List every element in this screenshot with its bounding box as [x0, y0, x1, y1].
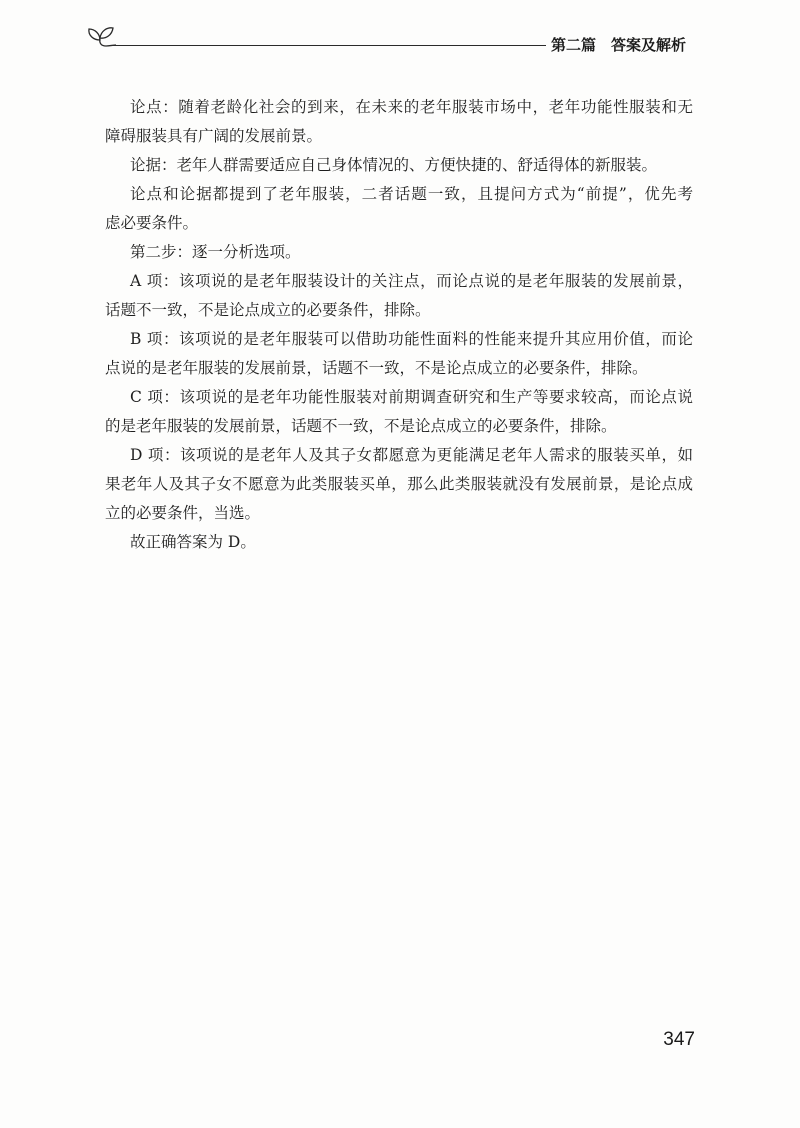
paragraph-claim — [105, 93, 693, 151]
sprout-icon — [86, 25, 116, 53]
text-line: 论点：随着老龄化社会的到来，在未来的老年服装市场中，老年功能性服装和无 — [130, 98, 693, 116]
text-line: A 项：该项说的是老年服装设计的关注点，而论点说的是老年服装的发展前景， — [130, 272, 693, 290]
paragraph-option-d — [105, 441, 693, 528]
text-line: D 项：该项说的是老年人及其子女都愿意为更能满足老年人需求的服装买单，如 — [130, 446, 693, 464]
text-line: B 项：该项说的是老年服装可以借助功能性面料的性能来提升其应用价值，而论 — [130, 330, 693, 348]
text-line: 障碍服装具有广阔的发展前景。 — [105, 127, 323, 145]
text-line: 果老年人及其子女不愿意为此类服装买单，那么此类服装就没有发展前景，是论点成 — [105, 475, 693, 493]
page-number: 347 — [663, 1029, 695, 1050]
text-line: 话题不一致，不是论点成立的必要条件，排除。 — [105, 301, 431, 319]
text-line: 的是老年服装的发展前景，话题不一致，不是论点成立的必要条件，排除。 — [105, 417, 617, 435]
paragraph-option-c — [105, 383, 693, 441]
paragraph-evidence — [105, 151, 693, 180]
text-line: 虑必要条件。 — [105, 214, 199, 232]
text-line: 故正确答案为 D。 — [130, 533, 256, 551]
paragraph-step-two — [105, 238, 693, 267]
answer-explanation-body — [105, 93, 693, 557]
text-line: 论点和论据都提到了老年服装，二者话题一致，且提问方式为“前提”，优先考 — [130, 185, 693, 203]
paragraph-option-a — [105, 267, 693, 325]
text-line: 论据：老年人群需要适应自己身体情况的、方便快捷的、舒适得体的新服装。 — [130, 156, 658, 174]
text-line: 立的必要条件，当选。 — [105, 504, 261, 522]
paragraph-topic-analysis — [105, 180, 693, 238]
paragraph-option-b — [105, 325, 693, 383]
text-line: C 项：该项说的是老年功能性服装对前期调查研究和生产等要求较高，而论点说 — [130, 388, 693, 406]
section-title: 第二篇 答案及解析 — [551, 36, 687, 54]
header-rule — [112, 45, 546, 46]
text-line: 第二步：逐一分析选项。 — [130, 243, 301, 261]
text-line: 点说的是老年服装的发展前景，话题不一致，不是论点成立的必要条件，排除。 — [105, 359, 648, 377]
paragraph-conclusion — [105, 528, 693, 557]
